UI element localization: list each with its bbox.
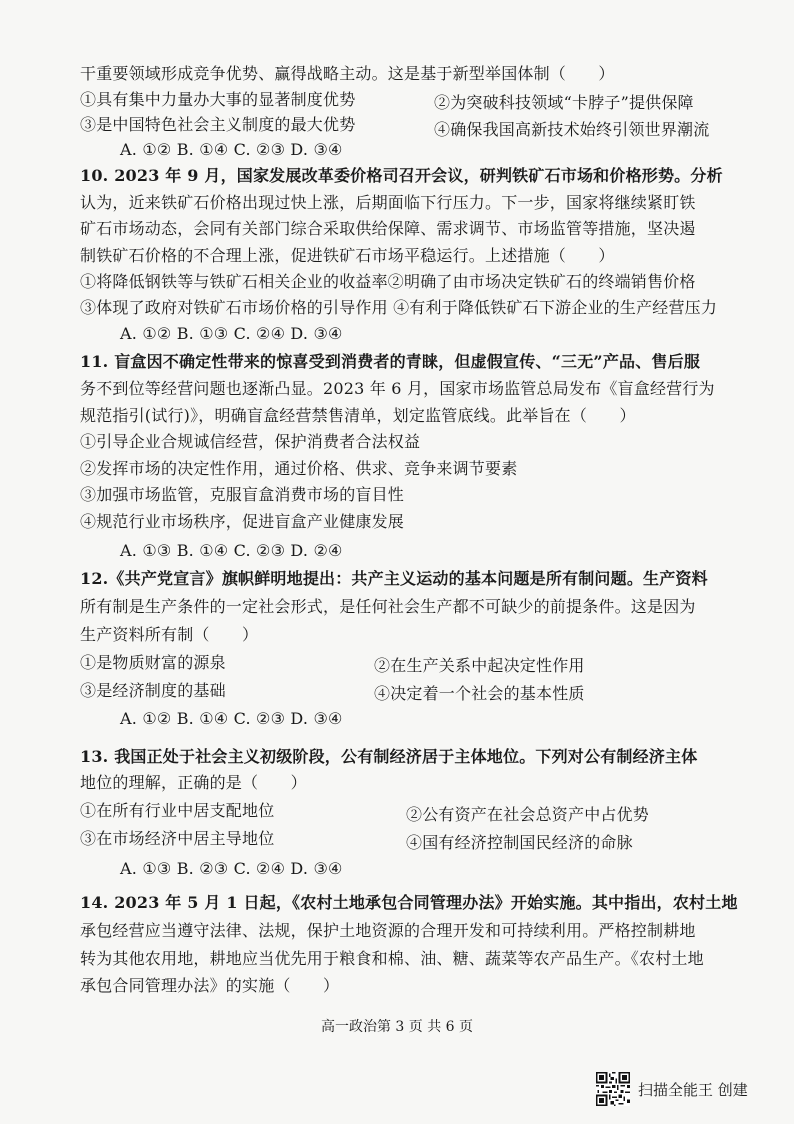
q12-option-3: ③是经济制度的基础 — [80, 681, 226, 700]
page-footer: 高一政治第 3 页 共 6 页 — [320, 1019, 474, 1035]
q11-choices: A. ①③ B. ①④ C. ②③ D. ②④ — [120, 541, 343, 560]
q10-options-row-2: ③体现了政府对铁矿石市场价格的引导作用 ④有利于降低铁矿石下游企业的生产经营压力 — [80, 298, 718, 317]
q12-stem-line-3: 生产资料所有制（ ） — [80, 625, 259, 644]
q11-option-2: ②发挥市场的决定性作用，通过价格、供求、竞争来调节要素 — [80, 459, 518, 478]
q13-option-1: ①在所有行业中居支配地位 — [80, 801, 275, 820]
q10-options-row-1: ①将降低钢铁等与铁矿石相关企业的收益率②明确了由市场决定铁矿石的终端销售价格 — [80, 272, 696, 291]
q10-stem-line-4: 制铁矿石价格的不合理上涨，促进铁矿石市场平稳运行。上述措施（ ） — [80, 246, 615, 265]
q13-stem-line-1: 13. 我国正处于社会主义初级阶段，公有制经济居于主体地位。下列对公有制经济主体 — [80, 747, 698, 766]
q14-stem-line-4: 承包合同管理办法》的实施（ ） — [80, 976, 340, 995]
q12-stem-line-2: 所有制是生产条件的一定社会形式，是任何社会生产都不可缺少的前提条件。这是因为 — [80, 597, 696, 616]
q9-option-4: ④确保我国高新技术始终引领世界潮流 — [434, 120, 710, 139]
q13-stem-line-2: 地位的理解，正确的是（ ） — [80, 773, 307, 792]
q12-option-1: ①是物质财富的源泉 — [80, 653, 226, 672]
q10-stem-line-1: 10. 2023 年 9 月，国家发展改革委价格司召开会议，研判铁矿石市场和价格形势。分析 — [80, 166, 723, 185]
q13-option-3: ③在市场经济中居主导地位 — [80, 829, 275, 848]
q14-stem-line-2: 承包经营应当遵守法律、法规，保护土地资源的合理开发和可持续利用。严格控制耕地 — [80, 921, 696, 940]
q11-stem-line-3: 规范指引(试行)》，明确盲盒经营禁售清单，划定监管底线。此举旨在（ ） — [80, 406, 636, 425]
q14-stem-line-3: 转为其他农用地，耕地应当优先用于粮食和棉、油、糖、蔬菜等农产品生产。《农村土地 — [80, 949, 704, 968]
q13-choices: A. ①③ B. ②③ C. ②④ D. ③④ — [120, 859, 343, 878]
q11-option-4: ④规范行业市场秩序，促进盲盒产业健康发展 — [80, 512, 405, 531]
q9-option-2: ②为突破科技领域“卡脖子”提供保障 — [434, 93, 694, 112]
q13-option-2: ②公有资产在社会总资产中占优势 — [406, 805, 650, 824]
scanner-label: 扫描全能王 创建 — [638, 1080, 748, 1099]
q14-stem-line-1: 14. 2023 年 5 月 1 日起，《农村土地承包合同管理办法》开始实施。其中指出，农村土地 — [80, 893, 738, 912]
q12-stem-line-1: 12.《共产党宣言》旗帜鲜明地提出：共产主义运动的基本问题是所有制问题。生产资料 — [80, 569, 708, 588]
q11-stem-line-2: 务不到位等经营问题也逐渐凸显。2023 年 6 月，国家市场监管总局发布《盲盒经营行为 — [80, 379, 715, 398]
q9-option-1: ①具有集中力量办大事的显著制度优势 — [80, 90, 356, 109]
qr-code-icon — [596, 1072, 630, 1106]
q12-option-2: ②在生产关系中起决定性作用 — [374, 656, 585, 675]
q10-stem-line-2: 认为，近来铁矿石价格出现过快上涨，后期面临下行压力。下一步，国家将继续紧盯铁 — [80, 193, 696, 212]
q10-choices: A. ①② B. ①③ C. ②④ D. ③④ — [120, 324, 343, 343]
q12-choices: A. ①② B. ①④ C. ②③ D. ③④ — [120, 709, 343, 728]
q9-stem-tail: 干重要领域形成竞争优势、赢得战略主动。这是基于新型举国体制（ ） — [80, 64, 615, 83]
q11-option-1: ①引导企业合规诚信经营，保护消费者合法权益 — [80, 432, 421, 451]
q11-stem-line-1: 11. 盲盒因不确定性带来的惊喜受到消费者的青睐，但虚假宣传、“三无”产品、售后服 — [80, 352, 701, 371]
q9-option-3: ③是中国特色社会主义制度的最大优势 — [80, 115, 356, 134]
q12-option-4: ④决定着一个社会的基本性质 — [374, 684, 585, 703]
q11-option-3: ③加强市场监管，克服盲盒消费市场的盲目性 — [80, 485, 405, 504]
scanner-watermark — [596, 1072, 748, 1106]
q9-choices: A. ①② B. ①④ C. ②③ D. ③④ — [120, 140, 343, 159]
q10-stem-line-3: 矿石市场动态，会同有关部门综合采取供给保障、需求调节、市场监管等措施，坚决遏 — [80, 219, 696, 238]
q13-option-4: ④国有经济控制国民经济的命脉 — [406, 833, 633, 852]
